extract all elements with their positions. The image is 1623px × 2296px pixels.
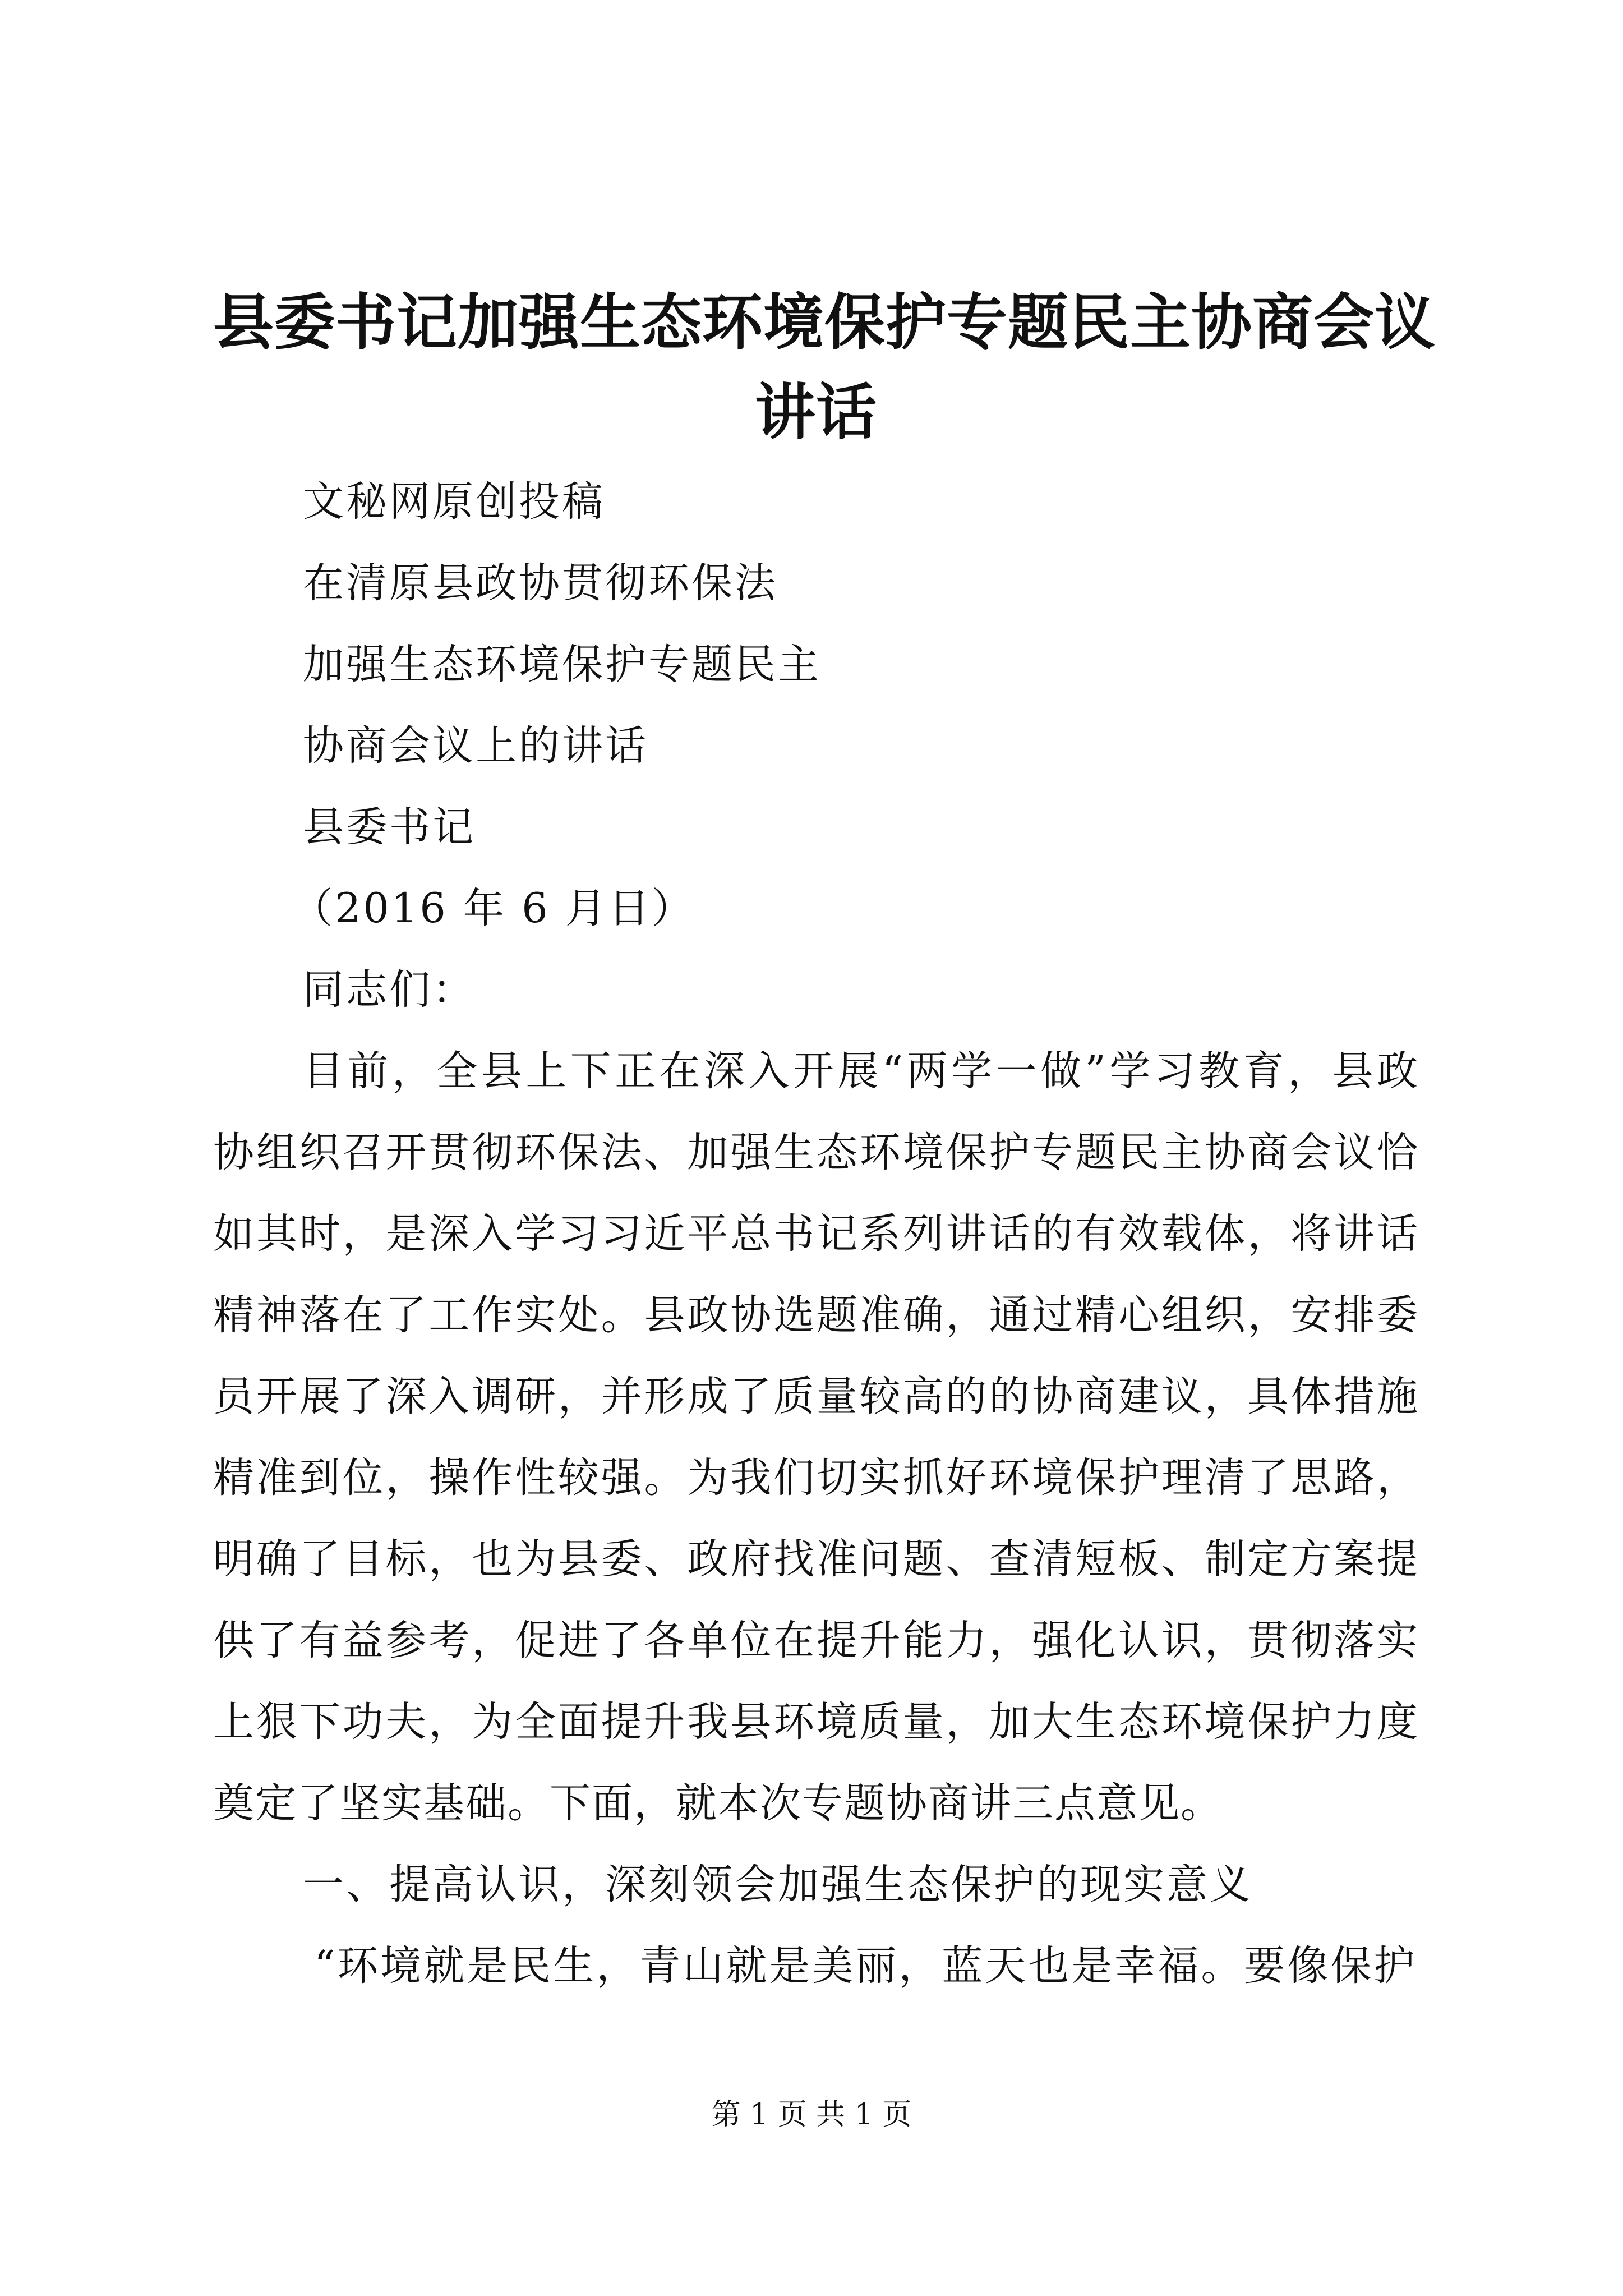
paragraph-line: 明确了目标，也为县委、政府找准问题、查清短板、制定方案提: [213, 1535, 1419, 1583]
paragraph-line: 精神落在了工作实处。县政协选题准确，通过精心组织，安排委: [213, 1291, 1419, 1339]
occasion-line-1: 在清原县政协贯彻环保法: [303, 559, 778, 607]
paragraph-line: 奠定了坚实基础。下面，就本次专题协商讲三点意见。: [213, 1779, 1223, 1827]
document-title-line-2: 讲话: [754, 377, 877, 448]
page-footer: 第 1 页 共 1 页: [711, 2098, 912, 2132]
occasion-line-2: 加强生态环境保护专题民主: [303, 641, 821, 688]
paragraph-line: 目前，全县上下正在深入开展“两学一做”学习教育，县政: [303, 1047, 1419, 1095]
section-heading: 一、提高认识，深刻领会加强生态保护的现实意义: [303, 1861, 1253, 1908]
quote-line: “环境就是民生，青山就是美丽，蓝天也是幸福。要像保护: [314, 1942, 1417, 1990]
paragraph-line: 协组织召开贯彻环保法、加强生态环境保护专题民主协商会议恰: [213, 1129, 1419, 1176]
paragraph-line: 供了有益参考，促进了各单位在提升能力，强化认识，贯彻落实: [213, 1617, 1419, 1664]
paragraph-line: 上狠下功夫，为全面提升我县环境质量，加大生态环境保护力度: [213, 1698, 1419, 1746]
paragraph-line: 精准到位，操作性较强。为我们切实抓好环境保护理清了思路，: [213, 1454, 1419, 1502]
paragraph-line: 如其时，是深入学习习近平总书记系列讲话的有效载体，将讲话: [213, 1210, 1419, 1258]
occasion-line-3: 协商会议上的讲话: [303, 722, 648, 770]
source-line: 文秘网原创投稿: [303, 478, 605, 526]
date-line: （2016 年 6 月日）: [292, 885, 695, 932]
paragraph-line: 员开展了深入调研，并形成了质量较高的的协商建议，具体措施: [213, 1373, 1419, 1420]
salutation: 同志们：: [303, 966, 476, 1014]
speaker-line: 县委书记: [303, 803, 476, 851]
document-title-line-1: 县委书记加强生态环境保护专题民主协商会议: [213, 287, 1436, 358]
